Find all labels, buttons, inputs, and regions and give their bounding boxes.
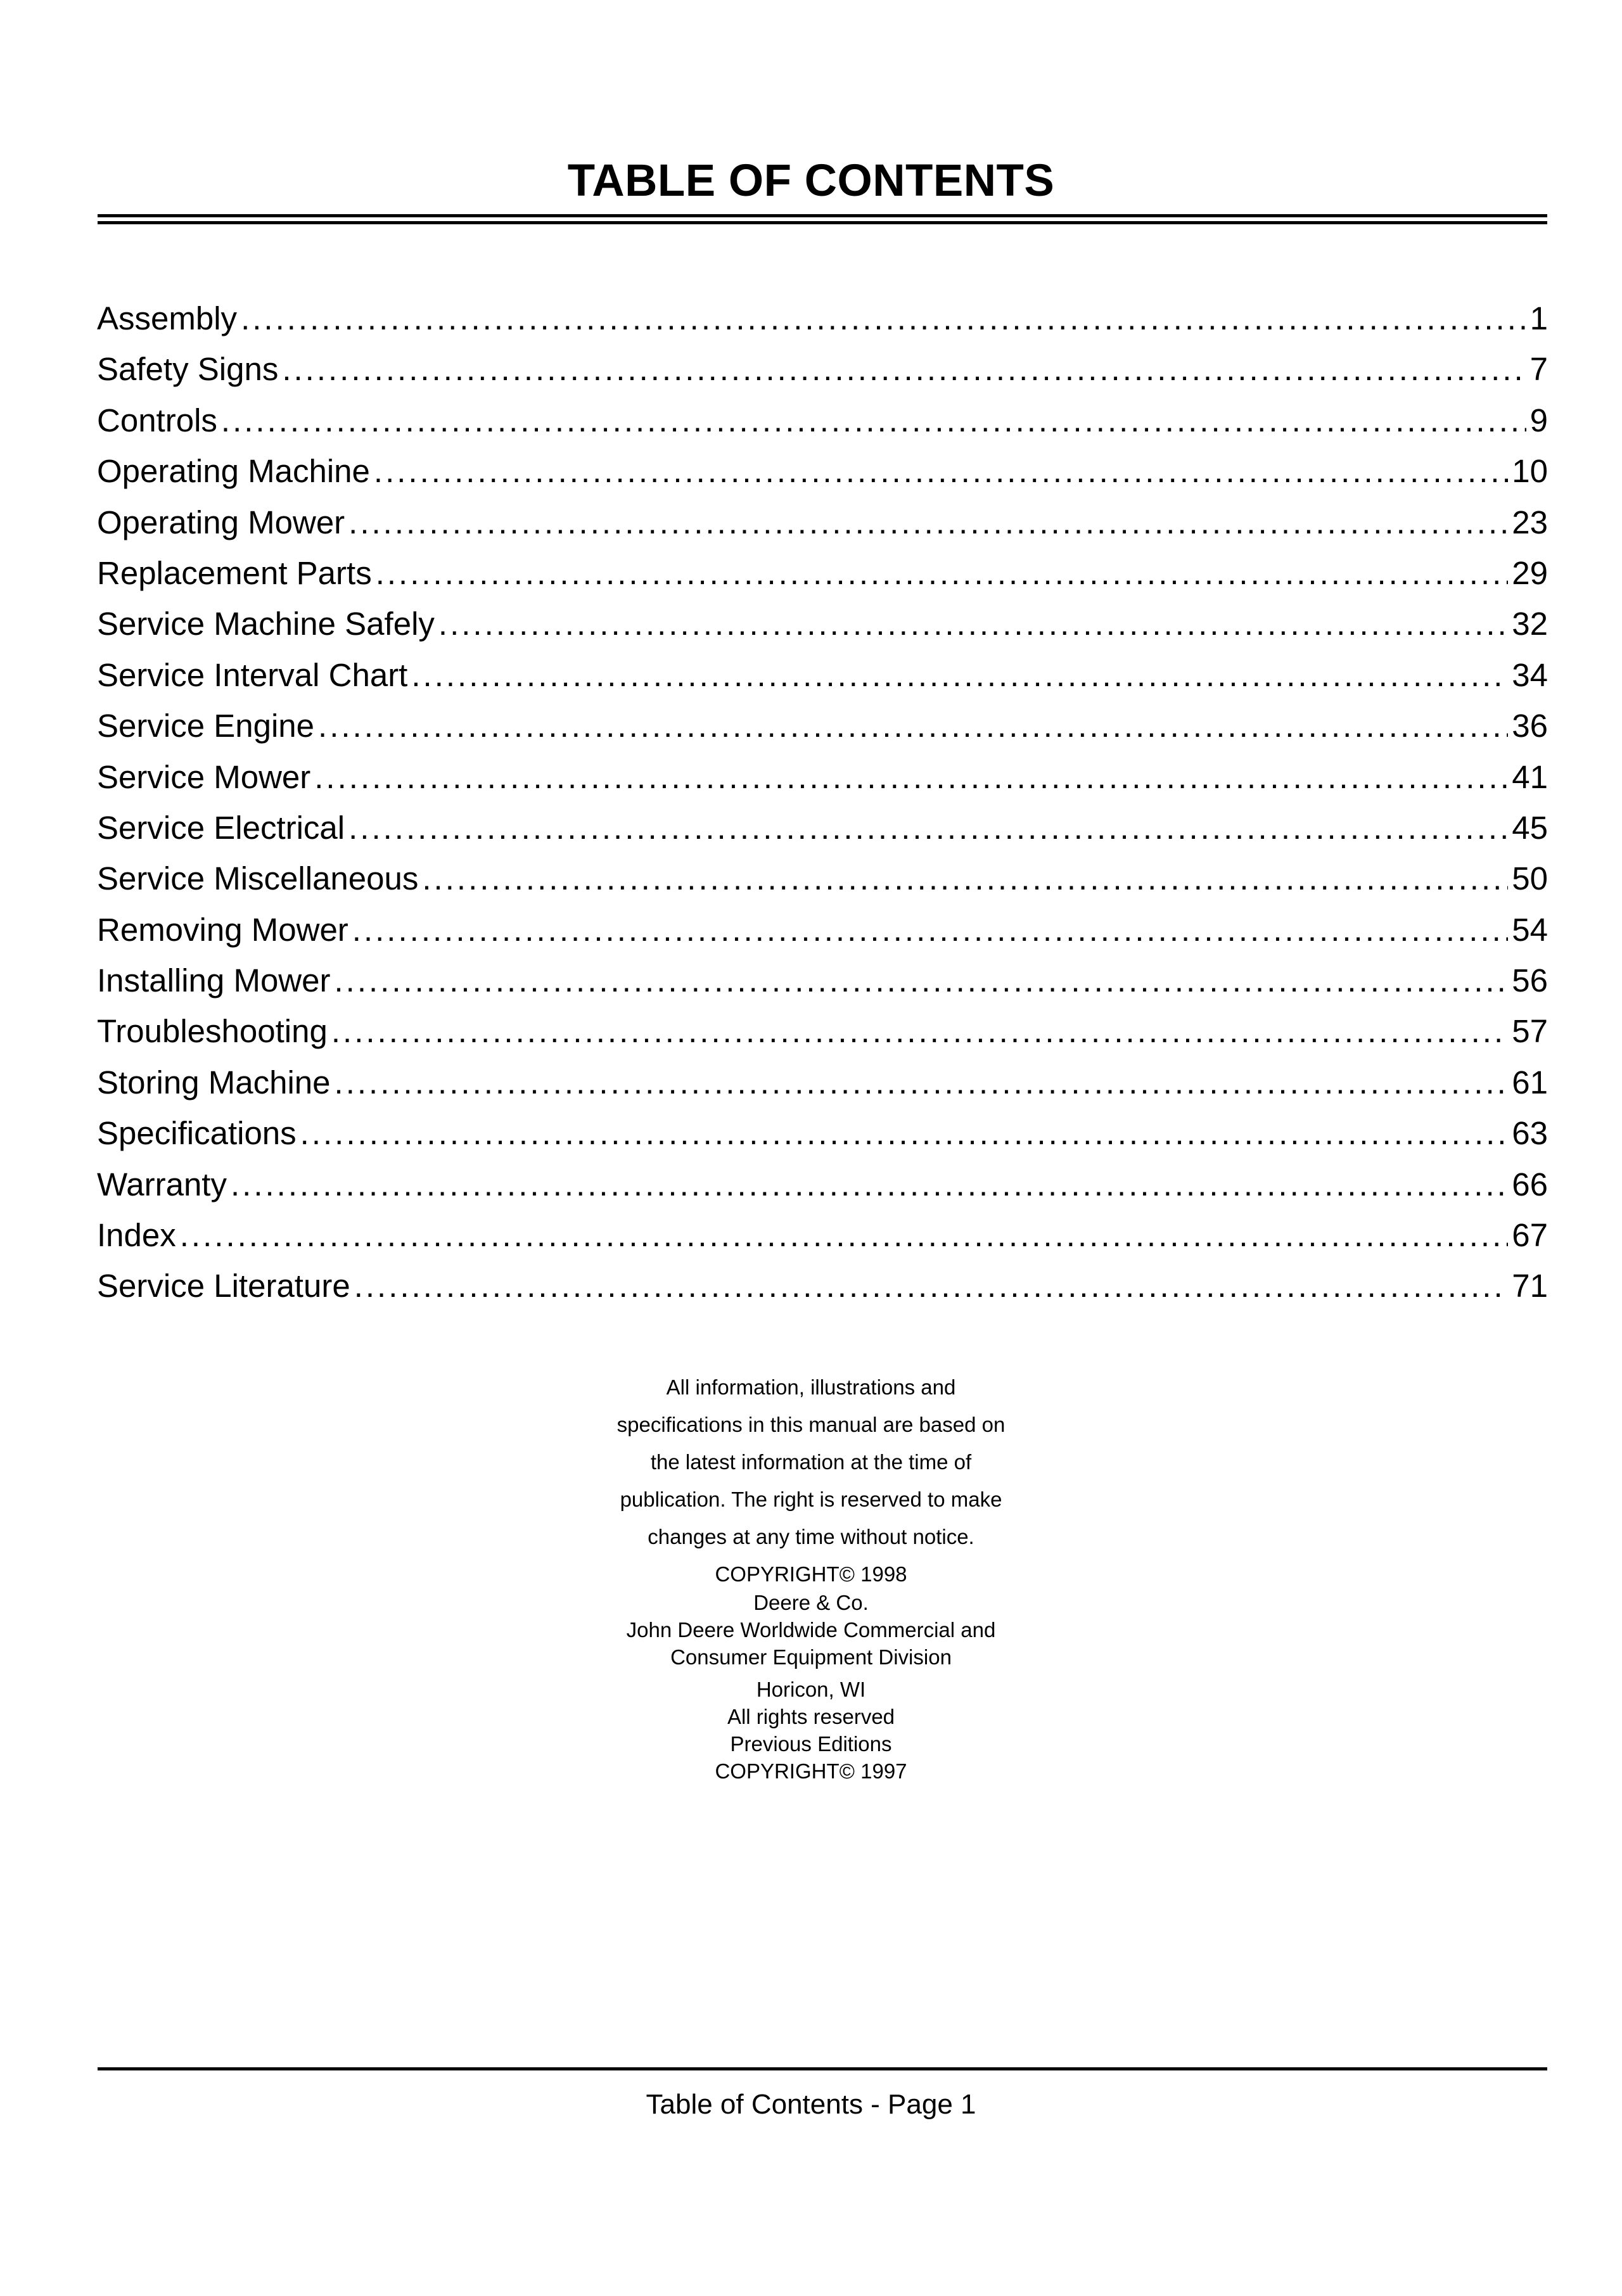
toc-dot-leader	[354, 1261, 1509, 1311]
toc-entry-page: 56	[1512, 962, 1548, 999]
toc-entry-label: Controls	[97, 402, 217, 438]
toc-entry-label: Operating Machine	[97, 453, 370, 490]
toc-entry[interactable]	[97, 344, 1548, 395]
toc-entry-label: Assembly	[97, 300, 238, 336]
toc-dot-leader	[352, 905, 1508, 955]
toc-entry[interactable]	[97, 446, 1548, 497]
toc-entry[interactable]	[97, 599, 1548, 649]
toc-entry-label: Specifications	[97, 1115, 297, 1152]
toc-entry-page: 63	[1512, 1115, 1548, 1152]
toc-entry-page: 45	[1512, 809, 1548, 846]
toc-entry[interactable]	[97, 548, 1548, 599]
title-double-rule	[98, 214, 1547, 224]
toc-entry[interactable]	[97, 1261, 1548, 1311]
toc-entry-page: 67	[1512, 1217, 1548, 1254]
disclaimer-notice	[0, 1368, 1622, 1593]
notice-line: changes at any time without notice.	[648, 1525, 974, 1548]
toc-entry[interactable]	[97, 497, 1548, 548]
toc-entry-page: 1	[1529, 300, 1548, 336]
notice-line: specifications in this manual are based on	[616, 1413, 1006, 1436]
toc-dot-leader	[334, 955, 1508, 1006]
toc-entry[interactable]	[97, 395, 1548, 446]
page-footer: Table of Contents - Page 1	[646, 2089, 976, 2120]
toc-dot-leader	[422, 853, 1508, 904]
division-line: Consumer Equipment Division	[670, 1645, 952, 1669]
toc-dot-leader	[241, 293, 1526, 344]
toc-entry[interactable]	[97, 803, 1548, 853]
toc-entry[interactable]	[97, 752, 1548, 803]
company-name: Deere & Co.	[753, 1591, 869, 1614]
toc-dot-leader	[314, 752, 1508, 803]
notice-line: the latest information at the time of	[650, 1450, 972, 1474]
footer-rule	[98, 2067, 1547, 2070]
toc-entry[interactable]	[97, 650, 1548, 701]
toc-entry-label: Warranty	[97, 1166, 227, 1202]
toc-dot-leader	[411, 650, 1508, 701]
toc-entry-page: 50	[1512, 860, 1548, 897]
toc-entry-page: 34	[1512, 656, 1548, 693]
toc-entry-page: 71	[1512, 1268, 1548, 1304]
copyright-line: COPYRIGHT© 1998	[715, 1562, 907, 1586]
toc-dot-leader	[221, 395, 1526, 446]
previous-copyright: COPYRIGHT© 1997	[715, 1759, 907, 1783]
toc-entry-label: Index	[97, 1217, 176, 1254]
toc-entry-page: 41	[1512, 758, 1548, 795]
toc-dot-leader	[282, 344, 1526, 395]
toc-dot-leader	[180, 1210, 1509, 1261]
toc-entry[interactable]	[97, 1210, 1548, 1261]
toc-entry-label: Removing Mower	[97, 911, 348, 948]
toc-entry-page: 57	[1512, 1013, 1548, 1050]
toc-entry-label: Service Machine Safely	[97, 606, 435, 642]
toc-entry-page: 32	[1512, 606, 1548, 642]
toc-dot-leader	[300, 1108, 1509, 1159]
company-info	[0, 1589, 1622, 1785]
toc-entry-page: 10	[1512, 453, 1548, 490]
toc-entry-page: 61	[1512, 1064, 1548, 1100]
rights-reserved: All rights reserved	[727, 1705, 895, 1728]
toc-entry-page: 29	[1512, 554, 1548, 591]
toc-dot-leader	[318, 701, 1508, 751]
toc-dot-leader	[376, 548, 1509, 599]
toc-entry[interactable]	[97, 1006, 1548, 1057]
division-line: John Deere Worldwide Commercial and	[626, 1618, 996, 1642]
toc-dot-leader	[348, 497, 1508, 548]
toc-entry-page: 23	[1512, 504, 1548, 540]
toc-entry-page: 54	[1512, 911, 1548, 948]
toc-entry-label: Safety Signs	[97, 351, 279, 388]
toc-dot-leader	[348, 803, 1508, 853]
toc-entry[interactable]	[97, 701, 1548, 751]
notice-line: publication. The right is reserved to make	[620, 1488, 1002, 1511]
toc-entry-label: Replacement Parts	[97, 554, 372, 591]
previous-editions: Previous Editions	[730, 1732, 892, 1756]
page-title: TABLE OF CONTENTS	[567, 156, 1055, 206]
toc-entry[interactable]	[97, 1108, 1548, 1159]
toc-list	[97, 293, 1548, 1312]
toc-entry-label: Service Interval Chart	[97, 656, 408, 693]
company-location: Horicon, WI	[756, 1678, 866, 1701]
toc-entry[interactable]	[97, 1057, 1548, 1108]
toc-dot-leader	[374, 446, 1508, 497]
toc-entry-label: Installing Mower	[97, 962, 331, 999]
toc-dot-leader	[335, 1057, 1509, 1108]
toc-dot-leader	[331, 1006, 1508, 1057]
toc-dot-leader	[231, 1159, 1508, 1210]
notice-line: All information, illustrations and	[666, 1375, 956, 1399]
toc-entry-label: Service Mower	[97, 758, 311, 795]
toc-entry-label: Troubleshooting	[97, 1013, 328, 1050]
toc-entry-label: Service Miscellaneous	[97, 860, 419, 897]
toc-entry-page: 66	[1512, 1166, 1548, 1202]
toc-entry[interactable]	[97, 853, 1548, 904]
toc-entry-label: Service Engine	[97, 708, 315, 744]
toc-entry[interactable]	[97, 1159, 1548, 1210]
toc-entry-label: Storing Machine	[97, 1064, 331, 1100]
toc-dot-leader	[438, 599, 1508, 649]
toc-entry-label: Service Literature	[97, 1268, 350, 1304]
toc-entry[interactable]	[97, 905, 1548, 955]
toc-entry-page: 7	[1529, 351, 1548, 388]
toc-entry[interactable]	[97, 955, 1548, 1006]
toc-entry-page: 9	[1529, 402, 1548, 438]
toc-entry-label: Operating Mower	[97, 504, 345, 540]
toc-entry[interactable]	[97, 293, 1548, 344]
toc-entry-page: 36	[1512, 708, 1548, 744]
toc-entry-label: Service Electrical	[97, 809, 345, 846]
